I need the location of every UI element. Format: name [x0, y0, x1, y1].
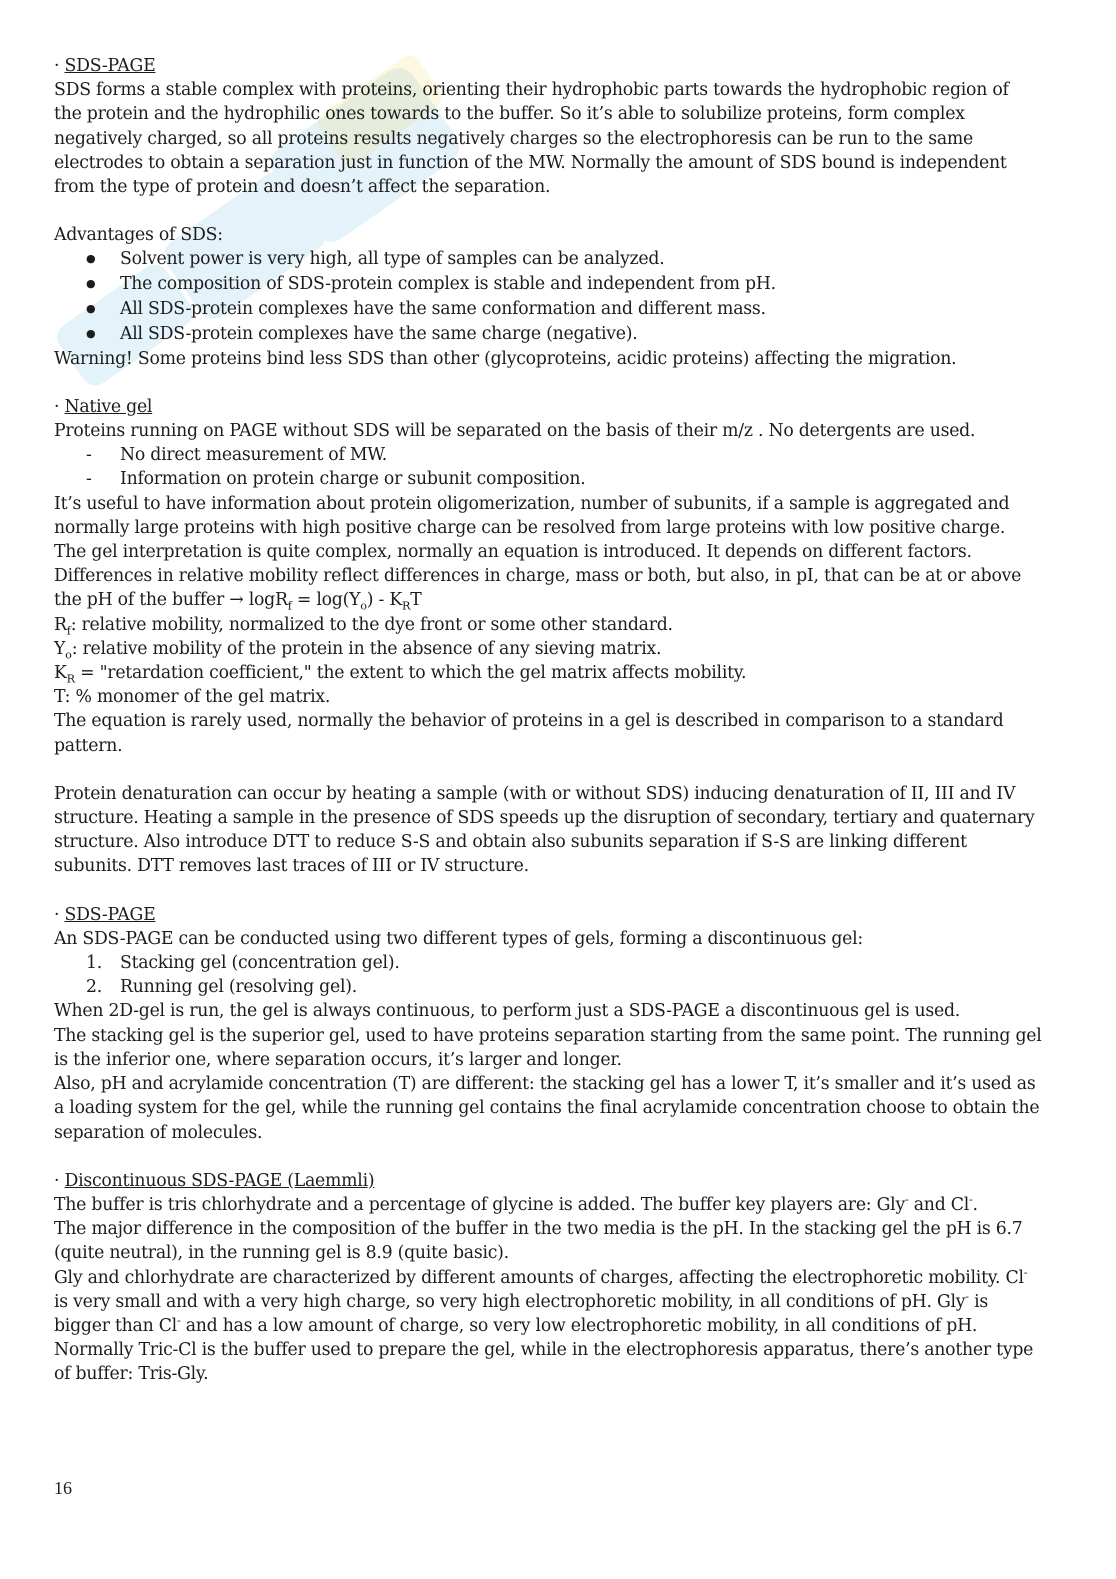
paragraph-line: (quite neutral), in the running gel is 8.9 (quite basic).: [54, 1243, 509, 1264]
advantages-list: [54, 247, 1064, 346]
paragraph-line: Gly and chlorhydrate are characterized by different amounts of charges, affecting the electrophoretic mobility. Cl-: [54, 1265, 1028, 1288]
section-heading: · SDS-PAGE: [54, 56, 156, 76]
paragraph-line: structure. Also introduce DTT to reduce S-S and obtain also subunits separation if S-S are linking different: [54, 832, 967, 853]
definition-yo: $Y_o$: relative mobility of the protein in the absence of any sieving matrix.: [54, 638, 662, 662]
paragraph-line: Also, pH and acrylamide concentration (T) are different: the stacking gel has a lower T, it’s smaller and it’s used as: [54, 1074, 1036, 1095]
list-item: ● Solvent power is very high, all type of samples can be analyzed.: [54, 247, 1064, 272]
section-title-sds-page: SDS-PAGE: [64, 904, 156, 925]
list-item: 1. Stacking gel (concentration gel).: [86, 953, 400, 974]
paragraph-line: It’s useful to have information about protein oligomerization, number of subunits, if a sample is aggregated and: [54, 493, 1010, 514]
document-body: [54, 54, 1064, 1387]
paragraph-line: pattern.: [54, 735, 123, 756]
equation-line: the pH of the buffer → $\log R_f = \log(Y_o) - K_RT$: [54, 590, 422, 613]
paragraph-line: An SDS-PAGE can be conducted using two different types of gels, forming a discontinuous gel:: [54, 928, 863, 949]
section-title-native-gel: Native gel: [64, 396, 153, 417]
list-item: - No direct measurement of MW.: [54, 443, 1064, 467]
definition-rf: $R_f$: relative mobility, normalized to the dye front or some other standard.: [54, 614, 673, 638]
paragraph-line: electrodes to obtain a separation just in function of the MW. Normally the amount of SDS bound is independent: [54, 152, 1007, 173]
paragraph-line: Differences in relative mobility reflect differences in charge, mass or both, but also, in pI, that can be at or above: [54, 566, 1022, 587]
list-item: ● All SDS-protein complexes have the same conformation and different mass.: [54, 297, 1064, 322]
paragraph-line: The gel interpretation is quite complex, normally an equation is introduced. It depends on different factors.: [54, 542, 972, 563]
paragraph-line: is the inferior one, where separation occurs, it’s larger and longer.: [54, 1049, 622, 1070]
paragraph-line: separation of molecules.: [54, 1122, 263, 1143]
list-item: - Information on protein charge or subunit composition.: [54, 467, 1064, 491]
section-heading: · Discontinuous SDS-PAGE (Laemmli): [54, 1170, 375, 1191]
paragraph-line: The major difference in the composition of the buffer in the two media is the pH. In the stacking gel the pH is 6.7: [54, 1219, 1023, 1240]
paragraph-line: structure. Heating a sample in the presence of SDS speeds up the disruption of secondary, tertiary and quaternary: [54, 808, 1035, 829]
paragraph-line: from the type of protein and doesn’t affect the separation.: [54, 177, 551, 198]
advantages-heading: Advantages of SDS:: [54, 225, 223, 246]
native-gel-list: [54, 443, 1064, 491]
definition-t: T: % monomer of the gel matrix.: [54, 687, 331, 708]
paragraph-line: is very small and with a very high charge, so very high electrophoretic mobility, in all conditions of pH. Gly- is: [54, 1289, 988, 1312]
definition-kr: $K_R$ = "retardation coefficient," the extent to which the gel matrix affects mobility.: [54, 663, 747, 686]
paragraph-line: The equation is rarely used, normally the behavior of proteins in a gel is described in comparison to a standard: [54, 711, 1004, 732]
paragraph-line: a loading system for the gel, while the running gel contains the final acrylamide concentration choose to obtain the: [54, 1098, 1040, 1119]
paragraph-line: Proteins running on PAGE without SDS will be separated on the basis of their m/z . No detergents are used.: [54, 421, 976, 442]
paragraph-line: normally large proteins with high positive charge can be resolved from large proteins with low positive charge.: [54, 517, 1006, 538]
list-item: ● The composition of SDS-protein complex is stable and independent from pH.: [54, 272, 1064, 297]
warning-line: Warning! Some proteins bind less SDS than other (glycoproteins, acidic proteins) affecting the migration.: [54, 348, 957, 369]
page-number: 16: [54, 1478, 72, 1498]
paragraph-line: of buffer: Tris-Gly.: [54, 1364, 209, 1385]
paragraph-line: Protein denaturation can occur by heating a sample (with or without SDS) inducing denaturation of II, III and IV: [54, 783, 1016, 804]
paragraph-line: Normally Tric-Cl is the buffer used to prepare the gel, while in the electrophoresis apparatus, there’s another type: [54, 1340, 1034, 1361]
paragraph-line: bigger than Cl- and has a low amount of charge, so very low electrophoretic mobility, in all conditions of pH.: [54, 1314, 978, 1336]
section-title-sds-page: SDS-PAGE: [64, 56, 156, 76]
paragraph-line: subunits. DTT removes last traces of III or IV structure.: [54, 856, 529, 877]
section-title-laemmli: Discontinuous SDS-PAGE (Laemmli): [64, 1170, 375, 1191]
paragraph-line: SDS forms a stable complex with proteins, orienting their hydrophobic parts towards the hydrophobic region of: [54, 80, 1009, 101]
paragraph-line: negatively charged, so all proteins results negatively charges so the electrophoresis can be run to the same: [54, 128, 974, 149]
paragraph-line: When 2D-gel is run, the gel is always continuous, to perform just a SDS-PAGE a discontinuous gel is used.: [54, 1001, 961, 1022]
list-item: ● All SDS-protein complexes have the same charge (negative).: [54, 322, 1064, 347]
paragraph-line: The stacking gel is the superior gel, used to have proteins separation starting from the same point. The running gel: [54, 1025, 1042, 1046]
section-heading: · SDS-PAGE: [54, 904, 156, 925]
gel-types-list: [54, 951, 1064, 999]
paragraph-line: the protein and the hydrophilic ones towards to the buffer. So it’s able to solubilize proteins, form complex: [54, 104, 965, 125]
paragraph-line: The buffer is tris chlorhydrate and a percentage of glycine is added. The buffer key players are: Gly- and Cl-.: [54, 1193, 978, 1215]
list-item: 2. Running gel (resolving gel).: [86, 977, 357, 998]
section-heading: · Native gel: [54, 396, 153, 417]
